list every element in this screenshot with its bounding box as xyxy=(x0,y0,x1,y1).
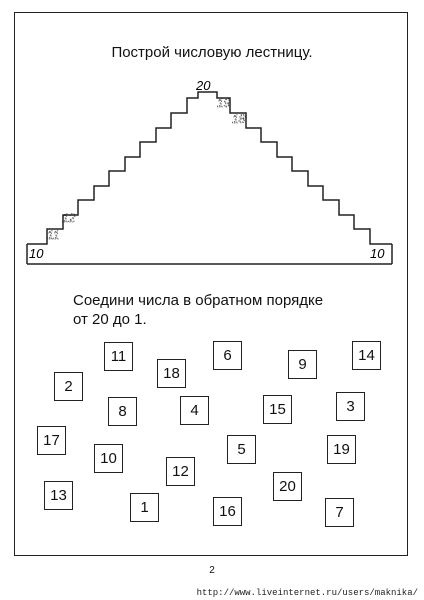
number-box[interactable]: 10 xyxy=(94,444,123,473)
number-box[interactable]: 5 xyxy=(227,435,256,464)
step-label-left-11: 11 xyxy=(47,228,60,242)
task2-instructions xyxy=(73,291,323,329)
step-label-19: 19 xyxy=(217,96,231,110)
number-box[interactable]: 2 xyxy=(54,372,83,401)
number-box[interactable]: 14 xyxy=(352,341,381,370)
step-label-18: 18 xyxy=(232,112,246,126)
staircase-steps xyxy=(27,92,392,244)
number-box[interactable]: 13 xyxy=(44,481,73,510)
number-box[interactable]: 8 xyxy=(108,397,137,426)
number-box[interactable]: 17 xyxy=(37,426,66,455)
number-box[interactable]: 12 xyxy=(166,457,195,486)
number-box[interactable]: 11 xyxy=(104,342,133,371)
number-box[interactable]: 1 xyxy=(130,493,159,522)
number-box[interactable]: 6 xyxy=(213,341,242,370)
step-label-right-10: 10 xyxy=(370,246,385,261)
step-label-left-10: 10 xyxy=(29,246,44,261)
number-box[interactable]: 19 xyxy=(327,435,356,464)
number-box[interactable]: 7 xyxy=(325,498,354,527)
number-box[interactable]: 3 xyxy=(336,392,365,421)
number-box[interactable]: 18 xyxy=(157,359,186,388)
task1-title: Построй числовую лестницу. xyxy=(111,44,313,61)
task2-line2: от 20 до 1. xyxy=(73,311,147,328)
number-box[interactable]: 15 xyxy=(263,395,292,424)
number-box[interactable]: 9 xyxy=(288,350,317,379)
step-label-left-12: 12 xyxy=(62,211,76,225)
number-box[interactable]: 4 xyxy=(180,396,209,425)
source-url: http://www.liveinternet.ru/users/maknika/ xyxy=(196,588,418,598)
number-box[interactable]: 16 xyxy=(213,497,242,526)
task2-line1: Соедини числа в обратном порядке xyxy=(73,292,324,309)
number-box[interactable]: 20 xyxy=(273,472,302,501)
step-label-top-20: 20 xyxy=(196,78,211,93)
page-number: 2 xyxy=(209,565,215,576)
